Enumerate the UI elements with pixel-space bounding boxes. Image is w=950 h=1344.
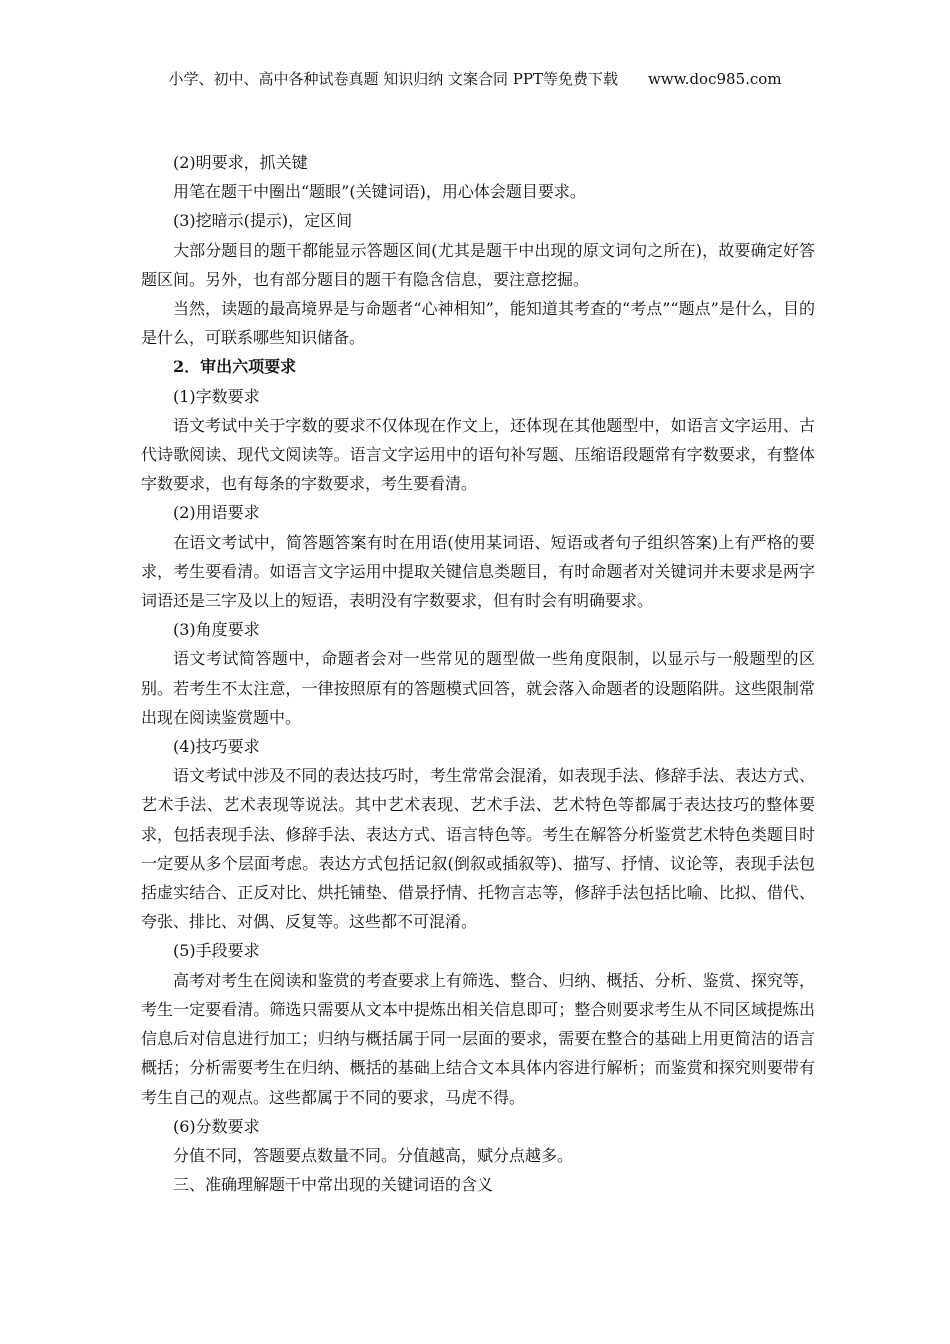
- section-heading: (5)手段要求: [173, 941, 260, 961]
- body-paragraph: 分值不同，答题要点数量不同。分值越高，赋分点越多。: [173, 1145, 574, 1165]
- section-heading: (3)挖暗示(提示)，定区间: [173, 211, 353, 231]
- body-paragraph: 语文考试简答题中，命题者会对一些常见的题型做一些角度限制，以显示与一般题型的区别。若考生不太注意，一律按照原有的答题模式回答，就会落入命题者的设题陷阱。这些限制常出现在阅读鉴赏题中。: [141, 649, 815, 727]
- section-heading: (2)用语要求: [173, 503, 260, 523]
- header-text: 小学、初中、高中各种试卷真题 知识归纳 文案合同 PPT等免费下载: [168, 70, 618, 88]
- body-paragraph: 语文考试中关于字数的要求不仅体现在作文上，还体现在其他题型中，如语言文字运用、古代诗歌阅读、现代文阅读等。语言文字运用中的语句补写题、压缩语段题常有字数要求，有整体字数要求，也有每条的字数要求，考生要看清。: [141, 415, 815, 494]
- section-heading: 2．审出六项要求: [173, 357, 297, 377]
- header-site-link[interactable]: www.doc985.com: [647, 70, 782, 88]
- section-heading: (3)角度要求: [173, 620, 260, 640]
- section-heading: (1)字数要求: [173, 386, 260, 406]
- body-paragraph: 用笔在题干中圈出“题眼”(关键词语)，用心体会题目要求。: [173, 182, 586, 202]
- page-header: [0, 68, 950, 90]
- body-paragraph: 在语文考试中，简答题答案有时在用语(使用某词语、短语或者句子组织答案)上有严格的要求，考生要看清。如语言文字运用中提取关键信息类题目，有时命题者对关键词并未要求是两字词语还是三字及以上的短语，表明没有字数要求，但有时会有明确要求。: [141, 532, 815, 611]
- section-heading: (2)明要求，抓关键: [173, 153, 308, 172]
- body-paragraph: 当然，读题的最高境界是与命题者“心神相知”，能知道其考查的“考点”“题点”是什么，目的是什么，可联系哪些知识储备。: [141, 299, 815, 348]
- section-heading: (6)分数要求: [173, 1116, 260, 1136]
- section-heading: 三、准确理解题干中常出现的关键词语的含义: [173, 1175, 494, 1195]
- body-paragraph: 语文考试中涉及不同的表达技巧时，考生常常会混淆，如表现手法、修辞手法、表达方式、艺术手法、艺术表现等说法。其中艺术表现、艺术手法、艺术特色等都属于表达技巧的整体要求，包括表现手法、修辞手法、表达方式、语言特色等。考生在解答分析鉴赏艺术特色类题目时一定要从多个层面考虑。表达方式包括记叙(倒叙或插叙等)、描写、抒情、议论等，表现手法包括虚实结合、正反对比、烘托铺垫、借景抒情、托物言志等，修辞手法包括比喻、比拟、借代、夸张、排比、对偶、反复等。这些都不可混淆。: [141, 766, 815, 932]
- body-paragraph: 高考对考生在阅读和鉴赏的考查要求上有筛选、整合、归纳、概括、分析、鉴赏、探究等，考生一定要看清。筛选只需要从文本中提炼出相关信息即可；整合则要求考生从不同区域提炼出信息后对信息进行加工；归纳与概括属于同一层面的要求，需要在整合的基础上用更简洁的语言概括；分析需要考生在归纳、概括的基础上结合文本具体内容进行解析；而鉴赏和探究则要带有考生自己的观点。这些都属于不同的要求，马虎不得。: [141, 970, 815, 1107]
- body-paragraph: 大部分题目的题干都能显示答题区间(尤其是题干中出现的原文词句之所在)，故要确定好答题区间。另外，也有部分题目的题干有隐含信息，要注意挖掘。: [141, 240, 815, 289]
- section-heading: (4)技巧要求: [173, 737, 260, 757]
- document-body: [141, 148, 815, 1199]
